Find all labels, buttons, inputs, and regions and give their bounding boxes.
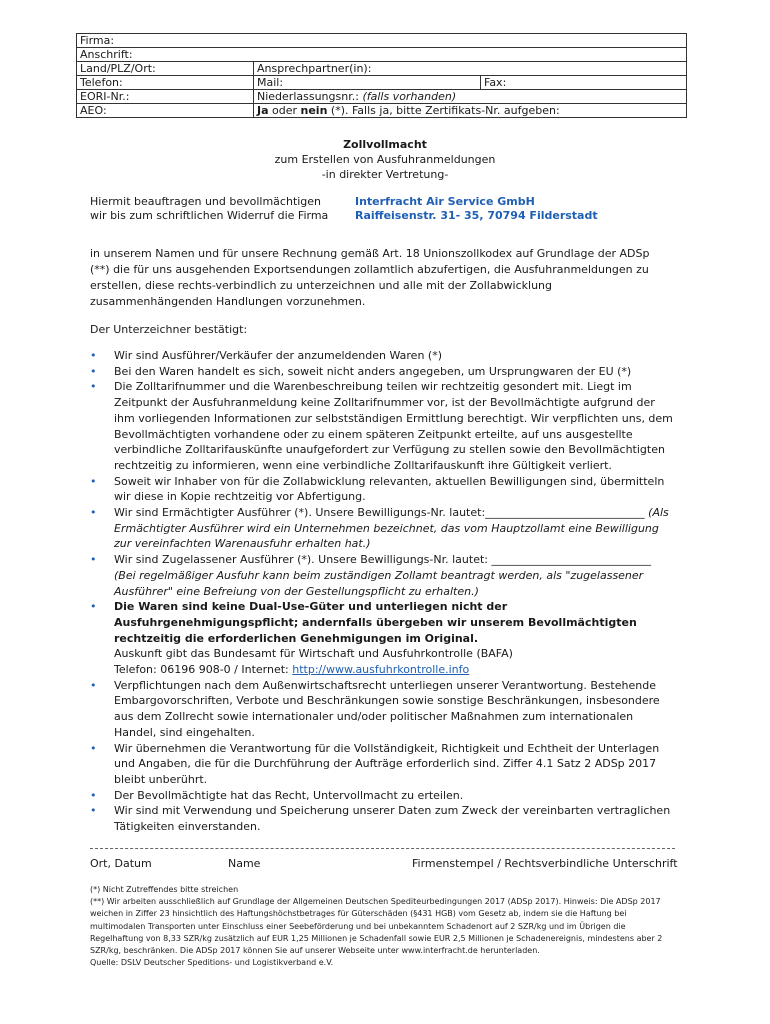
list-item-text: Wir sind Ausführer/Verkäufer der anzumeldenden Waren (*) <box>114 349 442 362</box>
bullet-icon: • <box>90 804 97 818</box>
authorization-text <box>90 195 328 223</box>
bullet-icon: • <box>90 553 97 567</box>
signature-name: Name <box>228 857 261 870</box>
eori-field[interactable]: EORI-Nr.: <box>77 90 254 104</box>
fax-field[interactable]: Fax: <box>481 76 687 90</box>
list-item-note: (Bei regelmäßiger Ausfuhr kann beim zuständigen Zollamt beantragt werden, als "zugelassener Ausführer" eine Befreiung von der Gestellungspflicht zu erhalten.) <box>114 568 644 598</box>
aeo-nein: nein <box>300 104 328 117</box>
bafa-contact: Telefon: 06196 908-0 / Internet: <box>114 663 293 677</box>
bullet-icon: • <box>90 506 97 520</box>
list-item <box>90 379 675 473</box>
authorization-line-2: wir bis zum schriftlichen Widerruf die Firma <box>90 209 329 222</box>
mail-field[interactable]: Mail: <box>254 76 481 90</box>
list-item-text: Verpflichtungen nach dem Außenwirtschaftsrecht unterliegen unserer Verantwortung. Bestehende Embargovorschriften, Verbote und Beschränkungen sowie sonstige Beschränkungen, insbesondere aus dem Zollrecht sowie internationaler und/oder politischer Maßnahmen zum internationalen Handel, sind eingehalten. <box>114 678 660 739</box>
list-item-text: Wir übernehmen die Verantwortung für die Vollständigkeit, Richtigkeit und Echtheit der Unterlagen und Angaben, die für die Durchführung der Aufträge erforderlich sind. Ziffer 4.1 Satz 2 ADSp 2017 bleibt unberührt. <box>114 741 660 786</box>
aeo-field[interactable]: AEO: <box>77 104 254 118</box>
confirmation-list <box>90 348 675 835</box>
bullet-icon: • <box>90 349 97 362</box>
ansprechpartner-field[interactable]: Ansprechpartner(in): <box>254 62 687 76</box>
list-item-text: Wir sind Zugelassener Ausführer (*). Unsere Bewilligungs-Nr. lautet: _____________________________ <box>114 553 651 567</box>
firma-field[interactable]: Firma: <box>77 34 687 48</box>
company-name: Interfracht Air Service GmbH <box>355 195 535 208</box>
list-item <box>90 803 675 834</box>
land-field[interactable]: Land/PLZ/Ort: <box>77 62 254 76</box>
aeo-choice[interactable] <box>254 104 687 118</box>
footnote-1: (*) Nicht Zutreffendes bitte streichen <box>90 885 239 894</box>
list-item <box>90 474 675 505</box>
list-item <box>90 505 675 552</box>
bullet-icon: • <box>90 474 97 488</box>
aeo-oder: oder <box>268 104 301 117</box>
footnote-source: Quelle: DSLV Deutscher Speditions- und Logistikverband e.V. <box>90 958 334 968</box>
signature-ort-datum: Ort, Datum <box>90 857 152 870</box>
authorization-line-1: Hiermit beauftragen und bevollmächtigen <box>90 195 322 208</box>
niederlassung-field[interactable] <box>254 90 687 104</box>
aeo-ja: Ja <box>257 104 269 117</box>
bullet-icon: • <box>90 788 97 802</box>
niederlassung-hint: (falls vorhanden) <box>362 90 457 103</box>
list-item <box>90 348 675 364</box>
mandate-paragraph: in unserem Namen und für unsere Rechnung gemäß Art. 18 Unionszollkodex auf Grundlage der ADSp (**) die für uns ausgehenden Exportsendungen zollamtlich abzufertigen, die Ausfuhranmeldungen zu erstellen, diese rechts-verbindlich zu unterzeichnen und alle mit der Zollabwicklung zusammenhängenden Handlungen vorzunehmen. <box>90 247 650 308</box>
bullet-icon: • <box>90 380 97 394</box>
footnote-2: (**) Wir arbeiten ausschließlich auf Grundlage der Allgemeinen Deutschen Spediteurbedingungen 2017 (ADSp 2017). Hinweis: Die ADSp 2017 weichen in Ziffer 23 hinsichtlich des Haftungshöchstbetrages für Güterschäden (§431 HGB) vom Gesetz ab, indem sie die Haftung bei multimodalen Transporten unter Einschluss einer Seebeförderung und bei unbekanntem Schadenort auf 2 SZR/kg und im Übrigen die Regelhaftung von 8,33 SZR/kg zusätzlich auf EUR 1,25 Millionen je Schadenfall sowie EUR 2,5 Millionen je Schadenereignis, mindestens aber 2 SZR/kg, beschränken. Die ADSp 2017 können Sie auf unserer Webseite unter www.interfracht.de herunterladen. <box>90 897 663 956</box>
footnotes <box>90 884 680 969</box>
bullet-icon: • <box>90 741 97 755</box>
document-subtitle-2: -in direkter Vertretung- <box>321 168 449 181</box>
document-title: Zollvollmacht <box>343 138 427 151</box>
list-item <box>90 364 675 380</box>
list-item-bold-text: Die Waren sind keine Dual-Use-Güter und unterliegen nicht der Ausfuhrgenehmigungspflicht; andernfalls übergeben wir unserem Bevollmächtigten rechtzeitig die erforderlichen Genehmigungen im Original. <box>114 600 637 645</box>
list-item <box>90 599 675 678</box>
company-address: Raiffeisenstr. 31- 35, 70794 Filderstadt <box>355 209 598 222</box>
list-item <box>90 552 675 599</box>
niederlassung-label: Niederlassungsnr.: <box>257 90 359 103</box>
list-item-text: Der Bevollmächtigte hat das Recht, Untervollmacht zu erteilen. <box>114 788 464 802</box>
list-item-text: Soweit wir Inhaber von für die Zollabwicklung relevanten, aktuellen Bewilligungen sind, übermitteln wir diese in Kopie rechtzeitig vor Abfertigung. <box>114 474 665 504</box>
list-item <box>90 678 675 741</box>
anschrift-field[interactable]: Anschrift: <box>77 48 687 62</box>
aeo-rest: (*). Falls ja, bitte Zertifikats-Nr. aufgeben: <box>327 104 560 117</box>
list-item-text: Die Zolltarifnummer und die Warenbeschreibung teilen wir rechtzeitig gesondert mit. Liegt im Zeitpunkt der Ausfuhranmeldung keine Zolltarifnummer vor, ist der Bevollmächtigte aufgrund der ihm vorliegenden Informationen zur selbstständigen Ermittlung berechtigt. Wir verpflichten uns, dem Bevollmächtigten vorhandene oder zu einem späteren Zeitpunkt erteilte, auf uns ausgestellte verbindliche Zolltarifauskünfte unaufgefordert zur Verfügung zu stellen sowie den Bevollmächtigten rechtzeitig zu informieren, wenn eine verbindliche Zolltarifauskunft ihre Gültigkeit verliert. <box>114 380 673 472</box>
signature-stempel: Firmenstempel / Rechtsverbindliche Unterschrift <box>412 857 678 870</box>
list-item <box>90 788 675 804</box>
list-item-text: Bei den Waren handelt es sich, soweit nicht anders angegeben, um Ursprungwaren der EU (*) <box>114 364 632 378</box>
company-info-table <box>76 33 687 118</box>
document-subtitle-1: zum Erstellen von Ausfuhranmeldungen <box>274 153 496 166</box>
telefon-field[interactable]: Telefon: <box>77 76 254 90</box>
bullet-icon: • <box>90 364 97 378</box>
list-item-text: Auskunft gibt das Bundesamt für Wirtschaft und Ausfuhrkontrolle (BAFA) <box>114 647 513 661</box>
bafa-link[interactable]: http://www.ausfuhrkontrolle.info <box>292 663 470 677</box>
bullet-icon: • <box>90 678 97 692</box>
authorized-company <box>355 195 598 223</box>
list-item-note: (Als Ermächtigter Ausführer wird ein Unternehmen bezeichnet, das vom Hauptzollamt eine Bewilligung zur vereinfachten Warenausfuhr erhalten hat.) <box>114 506 669 551</box>
list-item-text: Wir sind Ermächtigter Ausführer (*). Unsere Bewilligungs-Nr. lautet:_____________________________ <box>114 506 649 520</box>
list-item <box>90 741 675 788</box>
list-item-text: Wir sind mit Verwendung und Speicherung unserer Daten zum Zweck der vereinbarten vertraglichen Tätigkeiten einverstanden. <box>114 804 671 834</box>
confirmation-intro: Der Unterzeichner bestätigt: <box>90 323 248 336</box>
signature-line[interactable] <box>90 848 675 849</box>
bullet-icon: • <box>90 600 97 614</box>
